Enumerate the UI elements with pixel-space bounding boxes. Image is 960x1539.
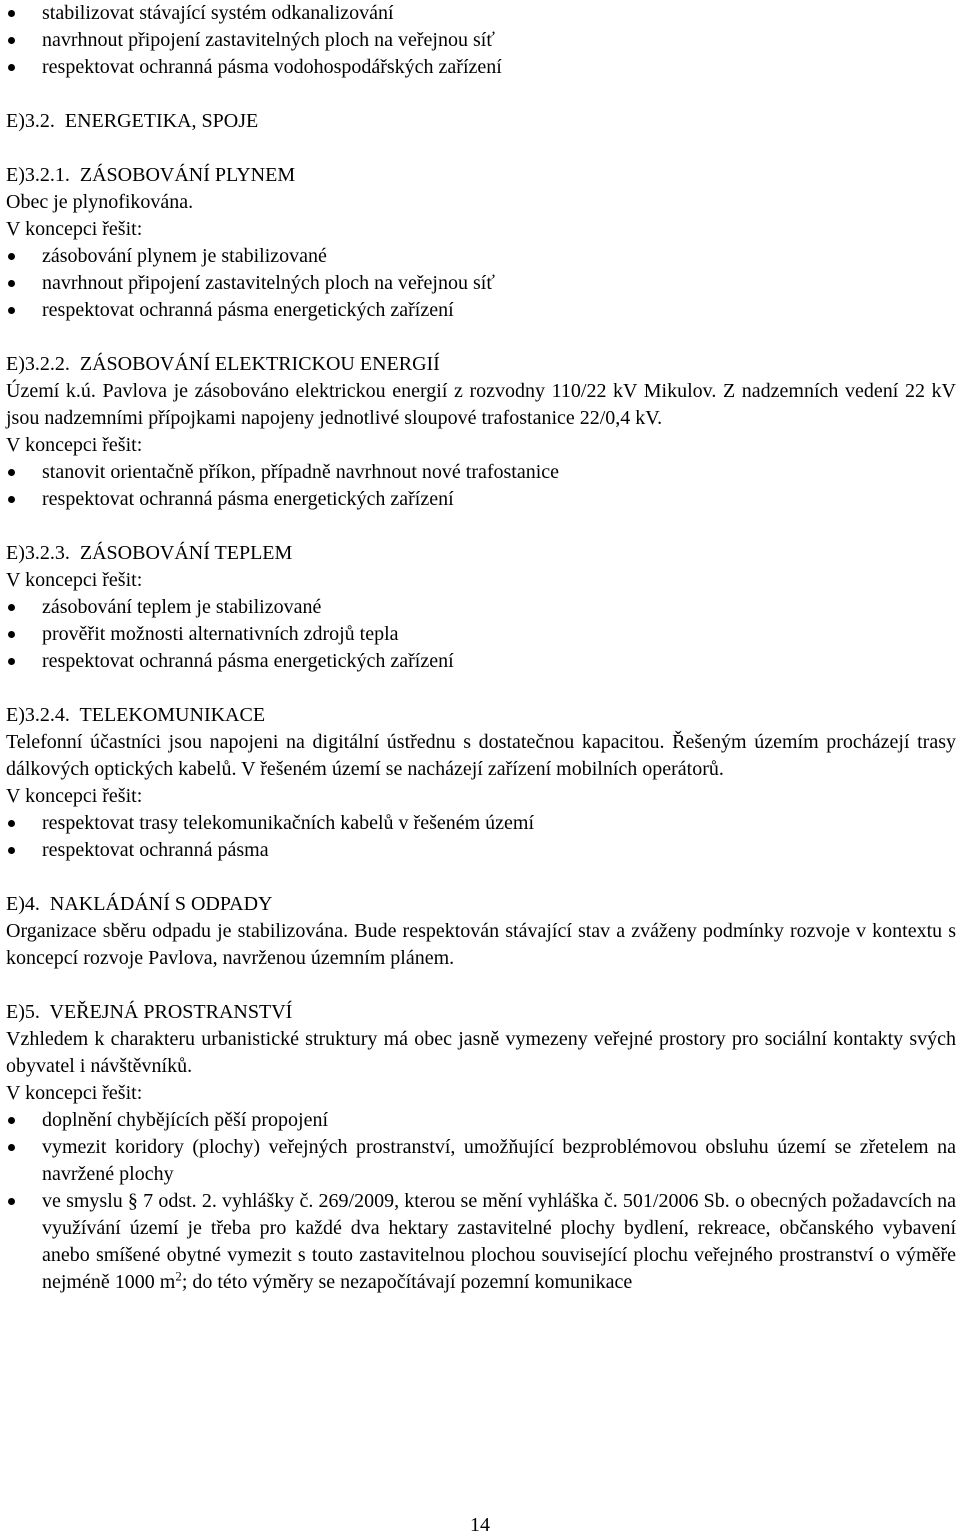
list-item-text: ve smyslu § 7 odst. 2. vyhlášky č. 269/2009, kterou se mění vyhláška č. 501/2006 Sb. o obecných požadavcích na využívání území je třeba pro každé dva hektary zastavitelné plochy bydlení, rekreace, občanského vybavení anebo smíšené obytné vymezit s touto zastavitelnou plochou související plochu veřejného prostranství o výměře nejméně 1000 m	[42, 1190, 956, 1293]
list-item: respektovat ochranná pásma	[6, 837, 956, 864]
paragraph: Telefonní účastníci jsou napojeni na digitální ústřednu s dostatečnou kapacitou. Řešeným územím procházejí trasy dálkových optických kabelů. V řešeném území se nacházejí zařízení mobilních operátorů.	[6, 731, 956, 780]
section-heading-plyn: E)3.2.1. ZÁSOBOVÁNÍ PLYNEM	[6, 164, 296, 186]
list-item: respektovat ochranná pásma energetických zařízení	[6, 297, 956, 324]
page-number: 14	[470, 1514, 490, 1536]
list-item: zásobování plynem je stabilizované	[6, 243, 956, 270]
list-item: doplnění chybějících pěší propojení	[6, 1107, 956, 1134]
list-item: stanovit orientačně příkon, případně navrhnout nové trafostanice	[6, 459, 956, 486]
list-item: navrhnout připojení zastavitelných ploch na veřejnou síť	[6, 27, 956, 54]
section-heading-odpady: E)4. NAKLÁDÁNÍ S ODPADY	[6, 893, 273, 915]
teplo-list	[6, 594, 956, 675]
concept-label: V koncepci řešit:	[6, 434, 143, 456]
list-item	[6, 1188, 956, 1296]
section-heading-energetika: E)3.2. ENERGETIKA, SPOJE	[6, 110, 259, 132]
paragraph: Organizace sběru odpadu je stabilizována. Bude respektován stávající stav a zváženy podmínky rozvoje v kontextu s koncepcí rozvoje Pavlova, navrženou územním plánem.	[6, 920, 956, 969]
list-item-text: ; do této výměry se nezapočítávají pozemní komunikace	[181, 1271, 633, 1293]
section-heading-telekom: E)3.2.4. TELEKOMUNIKACE	[6, 704, 266, 726]
superscript: 2	[175, 1268, 182, 1284]
paragraph: Území k.ú. Pavlova je zásobováno elektrickou energií z rozvodny 110/22 kV Mikulov. Z nadzemních vedení 22 kV jsou nadzemními přípojkami napojeny jednotlivé sloupové trafostanice 22/0,4 kV.	[6, 380, 956, 429]
prostranstvi-list	[6, 1107, 956, 1296]
list-item: prověřit možnosti alternativních zdrojů tepla	[6, 621, 956, 648]
list-item: respektovat ochranná pásma energetických zařízení	[6, 648, 956, 675]
document-page	[6, 0, 956, 1296]
intro-list	[6, 0, 956, 81]
section-heading-teplo: E)3.2.3. ZÁSOBOVÁNÍ TEPLEM	[6, 542, 293, 564]
section-heading-prostranstvi: E)5. VEŘEJNÁ PROSTRANSTVÍ	[6, 1001, 293, 1023]
list-item: respektovat ochranná pásma vodohospodářských zařízení	[6, 54, 956, 81]
concept-label: V koncepci řešit:	[6, 569, 143, 591]
list-item: stabilizovat stávající systém odkanalizování	[6, 0, 956, 27]
concept-label: V koncepci řešit:	[6, 785, 143, 807]
elektro-list	[6, 459, 956, 513]
section-heading-elektro: E)3.2.2. ZÁSOBOVÁNÍ ELEKTRICKOU ENERGIÍ	[6, 353, 440, 375]
list-item: respektovat ochranná pásma energetických zařízení	[6, 486, 956, 513]
paragraph: Obec je plynofikována.	[6, 191, 194, 213]
telekom-list	[6, 810, 956, 864]
concept-label: V koncepci řešit:	[6, 1082, 143, 1104]
list-item: respektovat trasy telekomunikačních kabelů v řešeném území	[6, 810, 956, 837]
list-item: vymezit koridory (plochy) veřejných prostranství, umožňující bezproblémovou obsluhu území se zřetelem na navržené plochy	[6, 1134, 956, 1188]
concept-label: V koncepci řešit:	[6, 218, 143, 240]
plyn-list	[6, 243, 956, 324]
paragraph: Vzhledem k charakteru urbanistické struktury má obec jasně vymezeny veřejné prostory pro sociální kontakty svých obyvatel i návštěvníků.	[6, 1028, 956, 1077]
list-item: navrhnout připojení zastavitelných ploch na veřejnou síť	[6, 270, 956, 297]
list-item: zásobování teplem je stabilizované	[6, 594, 956, 621]
